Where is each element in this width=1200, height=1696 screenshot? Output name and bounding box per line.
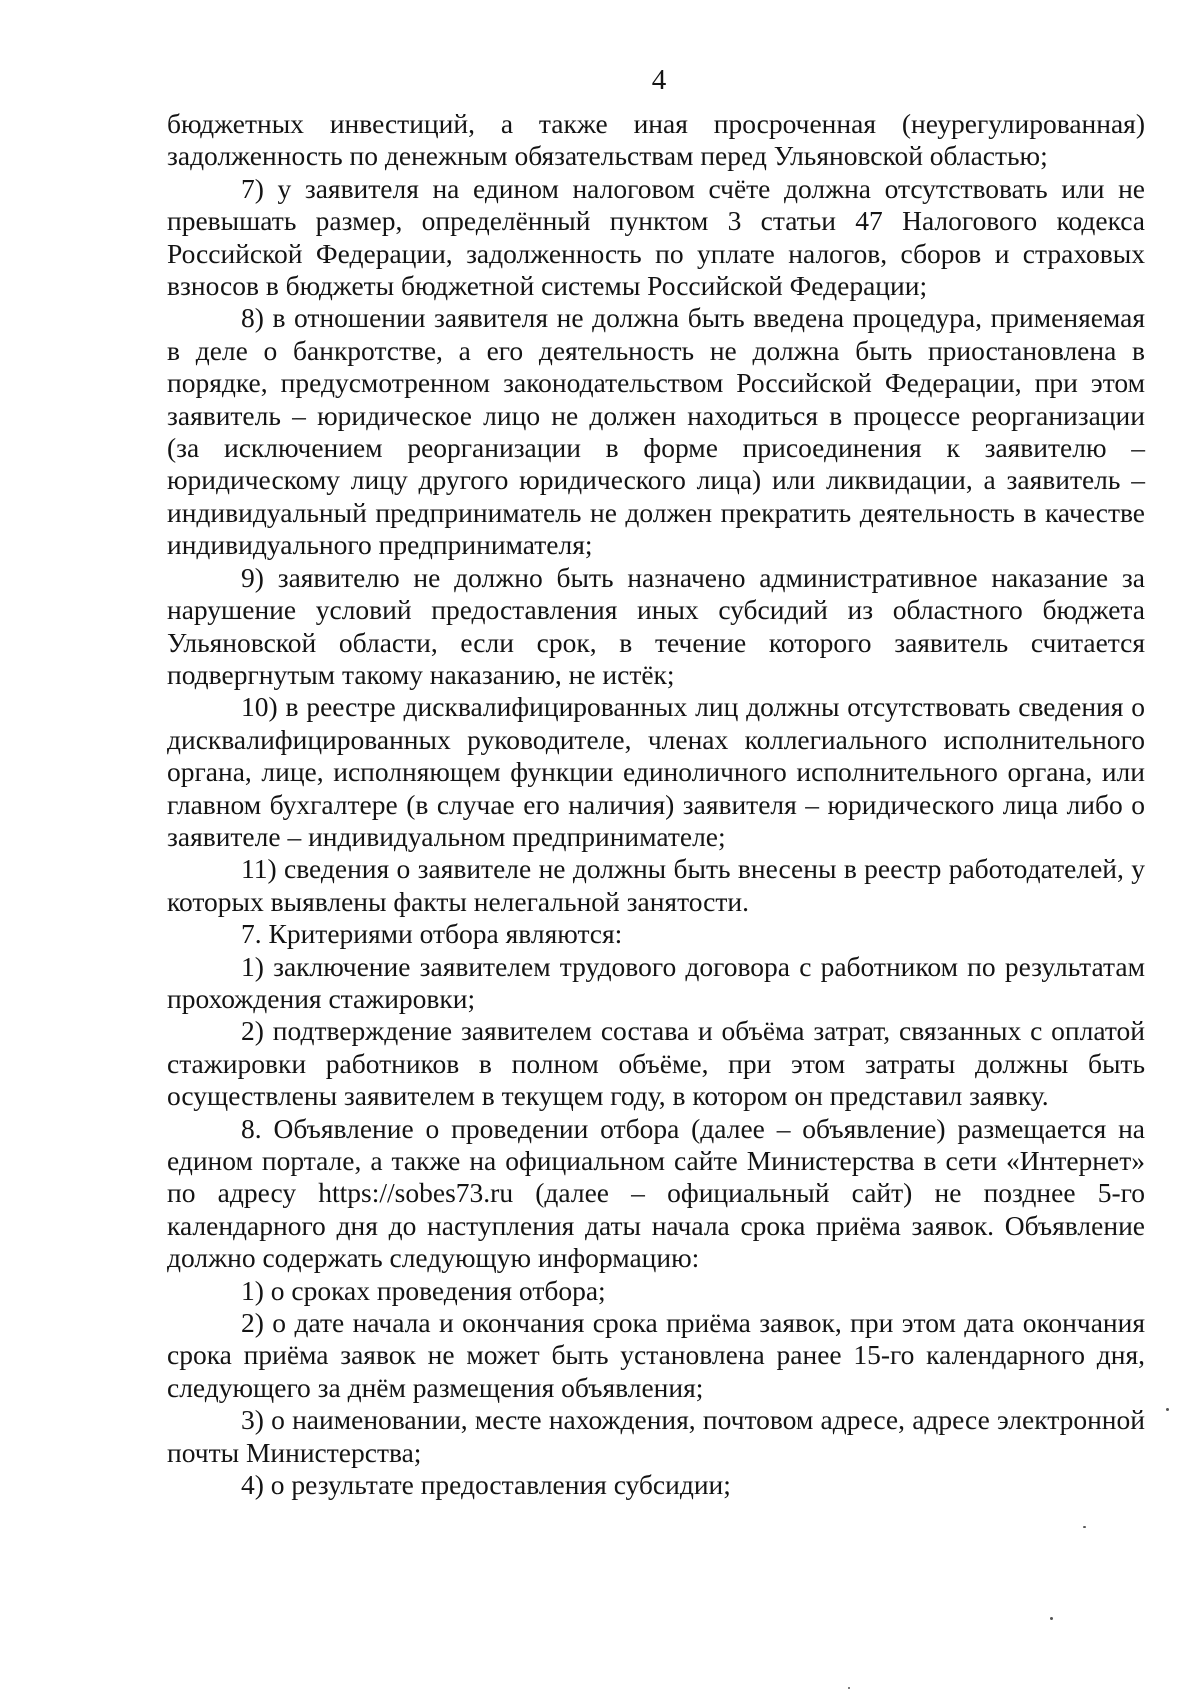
paragraph-item-10: 10) в реестре дисквалифицированных лиц должны отсутствовать сведения о дисквалифицированных руководителе, членах коллегиального исполнительного органа, лице, исполняющем функции единоличного исполнительного органа, или главном бухгалтере (в случае его наличия) заявителя – юридического лица либо о заявителе – индивидуальном предпринимателе;	[167, 691, 1145, 852]
scan-speck	[1083, 1526, 1086, 1528]
paragraph-announcement-1: 1) о сроках проведения отбора;	[241, 1274, 606, 1306]
paragraph-continuation: бюджетных инвестиций, а также иная просроченная (неурегулированная) задолженность по денежным обязательствам перед Ульяновской областью;	[167, 108, 1145, 172]
paragraph-section-8: 8. Объявление о проведении отбора (далее – объявление) размещается на едином портале, а также на официальном сайте Министерства в сети «Интернет» по адресу https://sobes73.ru (далее – официальный сайт) не позднее 5-го календарного дня до наступления даты начала срока приёма заявок. Объявление должно содержать следующую информацию:	[167, 1112, 1145, 1274]
page-number: 4	[651, 64, 667, 96]
paragraph-announcement-3: 3) о наименовании, месте нахождения, почтовом адресе, адресе электронной почты Министерства;	[167, 1404, 1145, 1468]
paragraph-criterion-2: 2) подтверждение заявителем состава и объёма затрат, связанных с оплатой стажировки работников в полном объёме, при этом затраты должны быть осуществлены заявителем в текущем году, в котором он представил заявку.	[167, 1015, 1145, 1112]
paragraph-item-9: 9) заявителю не должно быть назначено административное наказание за нарушение условий предоставления иных субсидий из областного бюджета Ульяновской области, если срок, в течение которого заявитель считается подвергнутым такому наказанию, не истёк;	[167, 561, 1145, 690]
paragraph-item-11: 11) сведения о заявителе не должны быть внесены в реестр работодателей, у которых выявлены факты нелегальной занятости.	[167, 853, 1145, 917]
paragraph-item-7: 7) у заявителя на едином налоговом счёте должна отсутствовать или не превышать размер, определённый пунктом 3 статьи 47 Налогового кодекса Российской Федерации, задолженность по уплате налогов, сборов и страховых взносов в бюджеты бюджетной системы Российской Федерации;	[167, 172, 1145, 302]
scan-speck	[1166, 1408, 1169, 1411]
paragraph-item-8: 8) в отношении заявителя не должна быть введена процедура, применяемая в деле о банкротстве, а его деятельность не должна быть приостановлена в порядке, предусмотренном законодательством Российской Федерации, при этом заявитель – юридическое лицо не должен находиться в процессе реорганизации (за исключением реорганизации в форме присоединения к заявителю – юридическому лицу другого юридического лица) или ликвидации, а заявитель – индивидуальный предприниматель не должен прекратить деятельность в качестве индивидуального предпринимателя;	[167, 302, 1145, 561]
paragraph-criterion-1: 1) заключение заявителем трудового договора с работником по результатам прохождения стажировки;	[167, 950, 1145, 1014]
document-body	[167, 108, 1145, 1501]
scan-speck	[1050, 1617, 1053, 1620]
scan-speck	[848, 1687, 850, 1689]
paragraph-section-7: 7. Критериями отбора являются:	[241, 918, 623, 950]
paragraph-announcement-4: 4) о результате предоставления субсидии;	[241, 1469, 731, 1501]
paragraph-announcement-2: 2) о дате начала и окончания срока приёма заявок, при этом дата окончания срока приёма заявок не может быть установлена ранее 15-го календарного дня, следующего за днём размещения объявления;	[167, 1307, 1145, 1403]
